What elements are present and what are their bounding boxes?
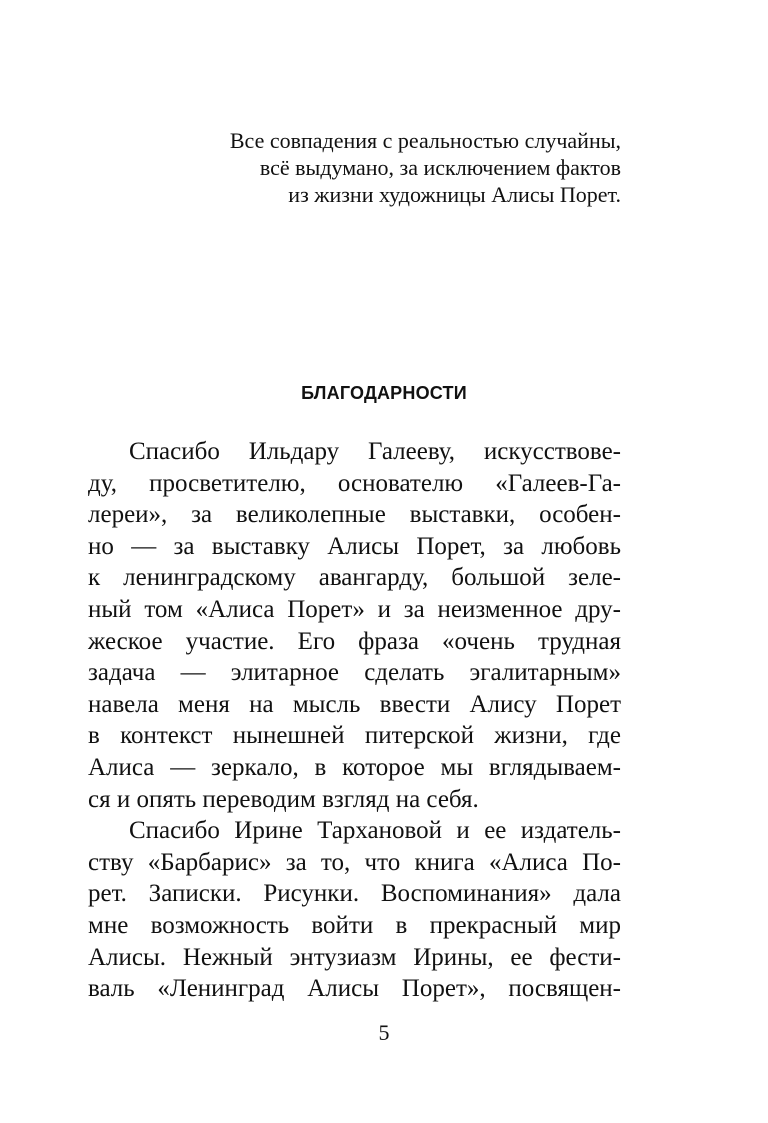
text-line: мне возможность войти в прекрасный мир [88, 911, 621, 939]
text-line: рет. Записки. Рисунки. Воспоминания» дала [88, 880, 621, 908]
acknowledgements-text [88, 436, 621, 1005]
epigraph [161, 127, 621, 208]
paragraph-1 [88, 436, 621, 815]
text-line: Алисы. Нежный энтузиазм Ирины, ее фести- [88, 943, 621, 971]
text-line: Спасибо Ильдару Галееву, искусствове- [129, 438, 621, 465]
text-line: к ленинградскому авангарду, большой зеле- [88, 564, 621, 592]
text-line: Спасибо Ирине Тархановой и ее издатель- [129, 817, 621, 845]
page-number: 5 [378, 1020, 390, 1045]
text-line: жеское участие. Его фраза «очень трудная [88, 627, 621, 655]
text-line: ся и опять переводим взгляд на себя. [88, 785, 479, 813]
text-line: навела меня на мысль ввести Алису Порет [88, 690, 621, 718]
text-line: ду, просветителю, основателю «Галеев-Га- [88, 469, 621, 497]
paragraph-2 [88, 815, 621, 1005]
epigraph-line: всё выдумано, за исключением фактов [259, 155, 621, 180]
text-line: но — за выставку Алисы Порет, за любовь [88, 532, 621, 560]
text-line: ный том «Алиса Порет» и за неизменное дру- [88, 595, 621, 623]
section-heading: БЛАГОДАРНОСТИ [301, 383, 467, 403]
text-line: задача — элитарное сделать эгалитарным» [88, 659, 621, 687]
epigraph-line: Все совпадения с реальностью случайны, [229, 128, 621, 153]
text-line: ству «Барбарис» за то, что книга «Алиса По- [88, 848, 621, 876]
text-line: валь «Ленинград Алисы Порет», посвящен- [88, 975, 621, 1003]
epigraph-line: из жизни художницы Алисы Порет. [288, 182, 621, 207]
text-line: лереи», за великолепные выставки, особен- [88, 501, 621, 529]
text-line: в контекст нынешней питерской жизни, где [88, 722, 621, 750]
text-line: Алиса — зеркало, в которое мы вглядываем- [88, 753, 621, 781]
